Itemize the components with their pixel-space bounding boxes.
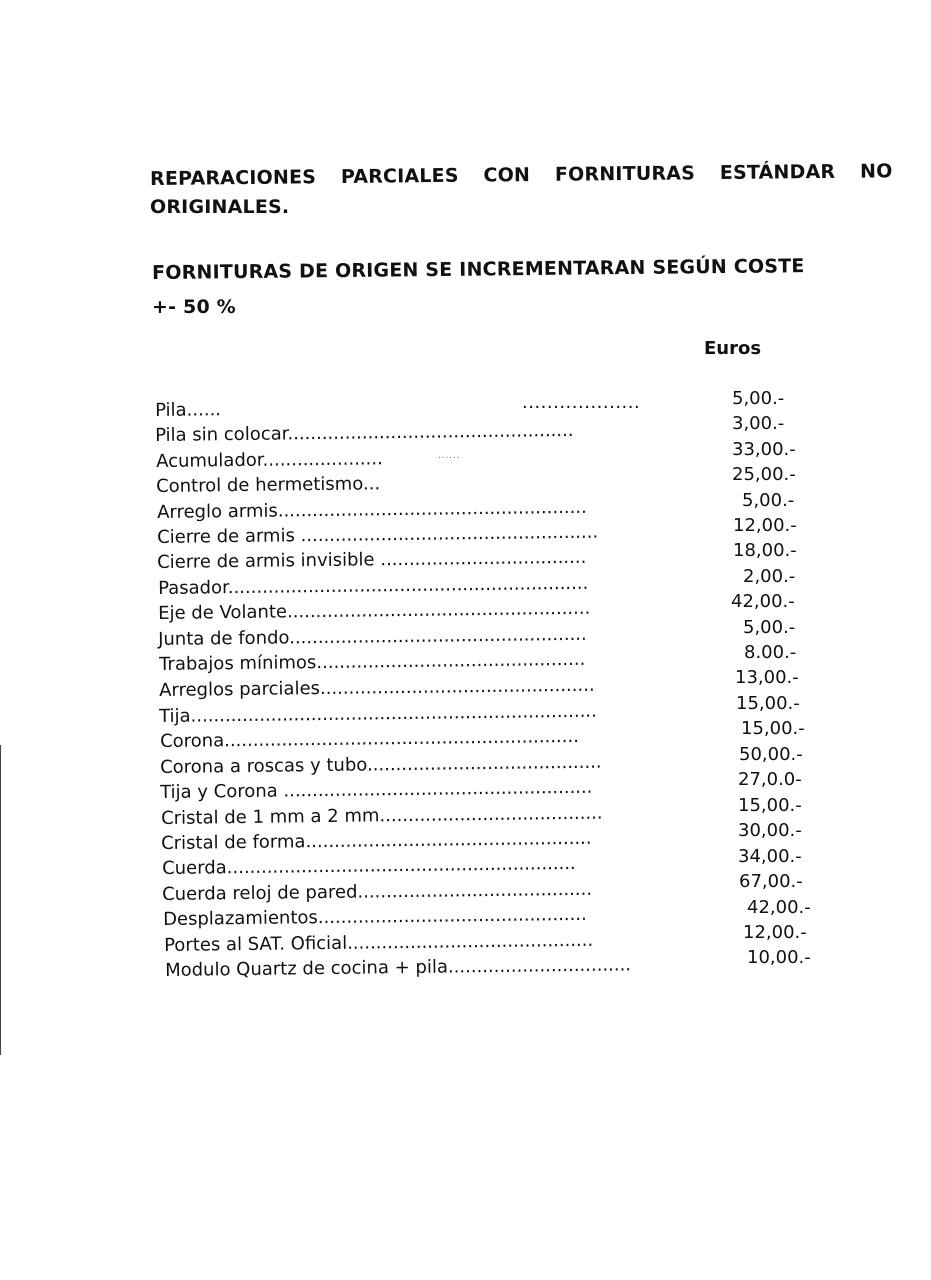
item-label: Cristal de forma.................................................. — [161, 827, 592, 854]
item-price: 15,00.- — [736, 693, 800, 714]
item-label: Pila...... — [155, 399, 222, 421]
item-label: Trabajos mínimos............................................... — [159, 648, 586, 675]
item-label: Tija y Corona ...................................................... — [160, 776, 593, 803]
item-price: 27,0.0- — [738, 769, 802, 790]
item-price: 13,00.- — [735, 667, 799, 688]
heading-line-2: ORIGINALES. — [150, 196, 290, 218]
item-label: Desplazamientos............................................... — [163, 903, 587, 930]
scan-edge-line — [0, 745, 1, 1055]
item-price: 12,00.- — [733, 515, 797, 536]
item-price: 10,00.- — [747, 947, 811, 968]
item-label: Cierre de armis invisible .................................... — [157, 546, 587, 573]
item-label: Cuerda............................................................. — [162, 852, 576, 879]
item-label: Arreglos parciales................................................ — [159, 674, 595, 701]
item-price: 50,00.- — [739, 744, 803, 765]
item-label: Arreglo armis...................................................... — [157, 496, 587, 523]
item-price: 2,00.- — [743, 566, 796, 587]
acumulador-dot-leader: ...... — [438, 450, 461, 461]
currency-label: Euros — [704, 338, 762, 359]
heading-line-4: +- 50 % — [152, 296, 236, 318]
item-price: 15,00.- — [741, 718, 805, 739]
item-label: Pila sin colocar.................................................. — [155, 419, 574, 446]
item-price: 42,00.- — [731, 591, 795, 612]
item-price: 15,00.- — [738, 795, 802, 816]
item-label: Modulo Quartz de cocina + pila................................ — [165, 954, 632, 981]
item-label: Pasador............................................................... — [158, 572, 589, 599]
item-price: 42,00.- — [747, 897, 811, 918]
item-price: 8.00.- — [744, 642, 797, 663]
item-label: Portes al SAT. Oficial........................................... — [164, 929, 594, 956]
item-label: Junta de fondo.................................................... — [158, 623, 587, 650]
heading-line-1: REPARACIONES PARCIALES CON FORNITURAS ESTÁNDAR NO — [150, 160, 893, 190]
item-price: 3,00.- — [732, 413, 785, 434]
item-price: 33,00.- — [732, 439, 796, 460]
item-price: 18,00.- — [733, 540, 797, 561]
pila-dot-leader: ................... — [522, 392, 641, 413]
item-label: Acumulador..................... — [156, 448, 383, 472]
heading-line-3: FORNITURAS DE ORIGEN SE INCREMENTARAN SEGÚN COSTE — [152, 255, 805, 284]
item-label: Eje de Volante..................................................... — [158, 597, 591, 624]
item-price: 5,00.- — [732, 388, 785, 409]
item-price: 25,00.- — [732, 464, 796, 485]
item-label: Corona a roscas y tubo......................................... — [160, 751, 602, 778]
item-price: 12,00.- — [743, 922, 807, 943]
item-price: 67,00.- — [739, 871, 803, 892]
item-label: Cuerda reloj de pared......................................... — [162, 878, 593, 905]
item-price: 34,00.- — [738, 846, 802, 867]
item-label: Control de hermetismo... — [156, 473, 381, 497]
item-price: 5,00.- — [742, 490, 795, 511]
item-price: 30,00.- — [738, 820, 802, 841]
item-label: Tija....................................................................... — [159, 700, 597, 727]
item-label: Cristal de 1 mm a 2 mm....................................... — [161, 802, 603, 829]
item-label: Corona.............................................................. — [160, 725, 580, 752]
item-label: Cierre de armis .................................................... — [157, 521, 599, 548]
item-price: 5,00.- — [743, 617, 796, 638]
